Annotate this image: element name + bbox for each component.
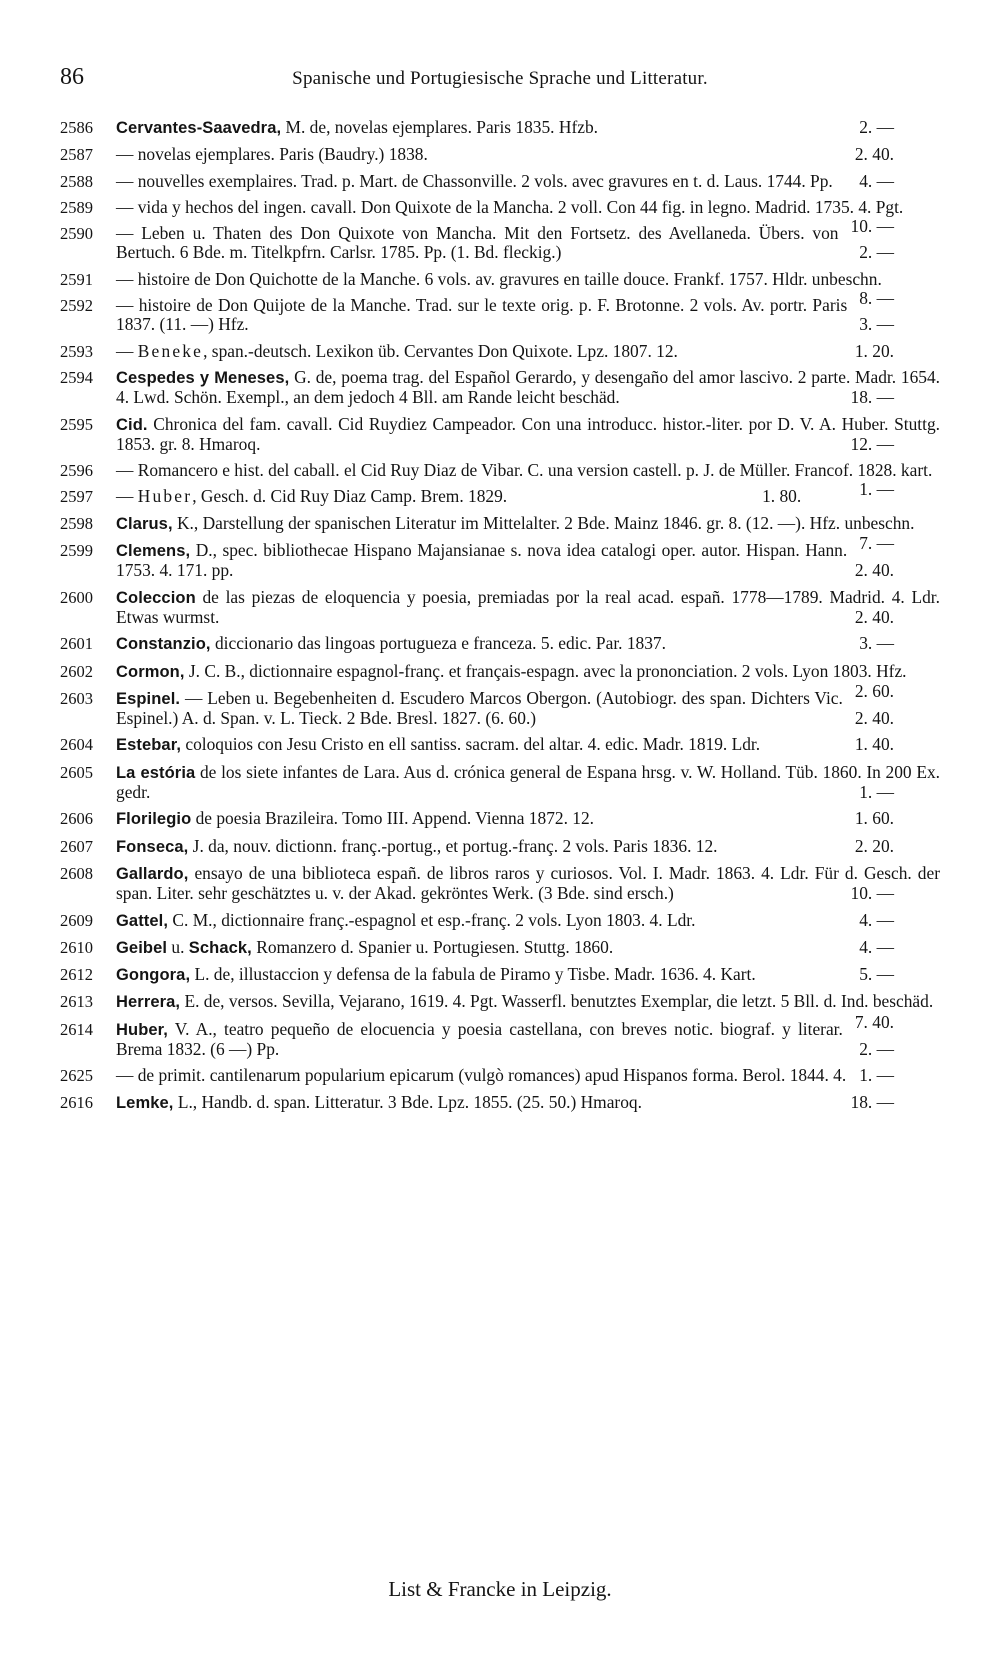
catalogue-entry (60, 965, 940, 985)
catalogue-entry (60, 224, 940, 263)
entry-number: 2608 (60, 863, 93, 883)
entry-description-secondary: Romanzero d. Spanier u. Portugiesen. Stuttg. 1860. (251, 936, 614, 957)
entry-description: , Gesch. d. Cid Ruy Diaz Camp. Brem. 1829. (192, 486, 508, 507)
entry-description: L. de, illustaccion y defensa de la fabula de Piramo y Tisbe. Madr. 1636. 4. Kart. (190, 964, 756, 985)
entry-description: G. de, poema trag. del Español Gerardo, y desengaño del amor lascivo. 2 parte. Madr. 1654. 4. Lwd. Schön. Exempl., an dem jedoch 4 Bll. am Rande leicht beschäd. (116, 366, 940, 408)
entry-text (116, 1093, 940, 1113)
entry-number: 2591 (60, 269, 93, 289)
entry-price: 10. — (850, 883, 894, 904)
entry-text (116, 415, 940, 455)
entry-description: J. da, nouv. dictionn. franç.-portug., et portug.-franç. 2 vols. Paris 1836. 12. (188, 835, 718, 856)
entry-number: 2597 (60, 487, 93, 507)
entry-description: L., Handb. d. span. Litteratur. 3 Bde. Lpz. 1855. (25. 50.) Hmaroq. (173, 1091, 642, 1112)
entry-description: E. de, versos. Sevilla, Vejarano, 1619. 4. Pgt. Wasserfl. benutztes Exemplar, die letzt. 5 Bll. d. Ind. beschäd. (180, 991, 934, 1012)
catalogue-entry (60, 118, 940, 138)
entry-number: 2610 (60, 937, 93, 957)
entry-description: — nouvelles exemplaires. Trad. p. Mart. de Chassonville. 2 vols. avec gravures en t. d. Laus. 1744. Pp. (116, 170, 833, 191)
catalogue-entry (60, 368, 940, 408)
entry-price: 2. 40. (854, 560, 894, 581)
entry-description: de las piezas de eloquencia y poesia, premiadas por la real acad. españ. 1778—1789. Madrid. 4. Ldr. Etwas wurmst. (116, 586, 940, 627)
entry-text (116, 1020, 940, 1060)
entry-text (116, 342, 940, 361)
entry-number: 2595 (60, 414, 93, 434)
entry-heading: Cervantes-Saavedra, (116, 119, 282, 137)
entry-heading: Cormon, (116, 662, 185, 681)
entry-price: 4. — (859, 909, 894, 930)
entry-price: 5. — (859, 964, 894, 985)
entry-heading: Coleccion (116, 588, 196, 607)
entry-number: 2602 (60, 661, 93, 681)
entry-author-spaced: Huber (137, 486, 193, 507)
entry-text (116, 735, 940, 755)
catalogue-entry (60, 296, 940, 335)
entry-text (116, 172, 940, 191)
entry-heading: Geibel (116, 938, 168, 957)
entry-description: C. M., dictionnaire franç.-espagnol et esp.-franç. 2 vols. Lyon 1803. 4. Ldr. (168, 909, 696, 930)
catalogue-entries (60, 118, 940, 1120)
entry-text (116, 864, 940, 904)
entry-price: 1. 40. (854, 734, 894, 755)
catalogue-entry (60, 588, 940, 628)
entry-price: 18. — (850, 1091, 894, 1112)
entry-text (116, 541, 940, 581)
entry-number: 2588 (60, 171, 93, 191)
entry-heading: Gattel, (116, 911, 169, 930)
catalogue-entry (60, 864, 940, 904)
entry-price: 1. 60. (854, 808, 894, 829)
catalogue-entry (60, 172, 940, 191)
entry-author-spaced: Beneke (137, 340, 204, 361)
entry-price: 1. 20. (854, 340, 894, 361)
entry-heading: Estebar, (116, 736, 182, 755)
page-number: 86 (60, 64, 84, 90)
entry-heading: Cid. (116, 415, 148, 434)
entry-description: V. A., teatro pequeño de elocuencia y poesia castellana, con breves notic. biograf. y literar. Brema 1832. (6 —) Pp. (116, 1018, 843, 1059)
entry-text (116, 145, 940, 164)
entry-number: 2609 (60, 910, 93, 930)
entry-price: 3. — (859, 633, 894, 654)
entry-description: — de primit. cantilenarum popularium epicarum (vulgò romances) apud Hispanos forma. Berol. 1844. 4. (116, 1065, 847, 1086)
catalogue-entry (60, 487, 940, 506)
entry-text (116, 837, 940, 857)
entry-text (116, 118, 940, 138)
entry-description: , span.-deutsch. Lexikon üb. Cervantes Don Quixote. Lpz. 1807. 12. (203, 340, 678, 361)
entry-price: 7. 40. (854, 1011, 894, 1032)
entry-number: 2592 (60, 296, 93, 316)
catalogue-entry (60, 634, 940, 654)
publisher-imprint: List & Francke in Leipzig. (388, 1577, 612, 1601)
entry-description: de los siete infantes de Lara. Aus d. crónica general de Espana hrsg. v. W. Holland. Tüb. 1860. In 200 Ex. gedr. (116, 761, 940, 803)
catalogue-entry (60, 415, 940, 455)
entry-number: 2596 (60, 461, 93, 481)
entry-price: 1. 80. (762, 486, 802, 507)
entry-heading: Clemens, (116, 542, 191, 561)
entry-description: D., spec. bibliothecae Hispano Majansianae s. nova idea catalogi oper. autor. Hispan. Hann. 1753. 4. 171. pp. (116, 540, 848, 581)
entry-number: 2603 (60, 688, 93, 708)
entry-description: diccionario das lingoas portugueza e franceza. 5. edic. Par. 1837. (210, 633, 666, 654)
entry-price: 10. — (850, 216, 894, 237)
entry-price: 1. — (859, 782, 894, 803)
entry-description: ensayo de una biblioteca españ. de libros raros y curiosos. Vol. I. Madr. 1863. 4. Ldr. Für d. Gesch. der span. Liter. sehr geschätztes u. v. der Akad. gekröntes Werk. (3 Bde. sind ersch.) (116, 862, 940, 904)
entry-number: 2589 (60, 197, 93, 217)
entry-text (116, 296, 940, 335)
entry-number: 2605 (60, 762, 93, 782)
entry-text (116, 196, 940, 237)
entry-text (116, 965, 940, 985)
entry-description: M. de, novelas ejemplares. Paris 1835. Hfzb. (281, 117, 598, 137)
entry-description: J. C. B., dictionnaire espagnol-franç. et français-espagn. avec la prononciation. 2 vols. Lyon 1803. Hfz. (184, 660, 907, 681)
entry-number: 2598 (60, 513, 93, 533)
entry-price: 2. 40. (854, 144, 894, 165)
entry-dash: — (116, 340, 138, 361)
catalogue-entry (60, 342, 940, 361)
entry-price: 3. — (859, 314, 894, 335)
entry-description: u. (167, 936, 189, 957)
catalogue-entry (60, 541, 940, 581)
catalogue-entry (60, 145, 940, 164)
entry-price: 2. 20. (854, 835, 894, 856)
entry-number: 2599 (60, 541, 93, 561)
entry-text (116, 938, 940, 958)
entry-price: 2. — (859, 242, 894, 263)
entry-number: 2614 (60, 1019, 93, 1039)
entry-heading-secondary: Schack, (188, 938, 252, 957)
entry-number: 2613 (60, 992, 93, 1012)
entry-price: 7. — (859, 533, 894, 554)
entry-text (116, 911, 940, 931)
entry-description: — histoire de Don Quichotte de la Manche. 6 vols. av. gravures en taille douce. Frankf. 1757. Hldr. unbeschn. (116, 268, 882, 289)
entry-description: K., Darstellung der spanischen Literatur im Mittelalter. 2 Bde. Mainz 1846. gr. 8. (12. —). Hfz. unbeschn. (172, 512, 915, 533)
entry-price: 2. — (859, 1038, 894, 1059)
entry-description: coloquios con Jesu Cristo en ell santiss. sacram. del altar. 4. edic. Madr. 1819. Ldr. (181, 734, 761, 755)
entry-number: 2586 (60, 118, 93, 137)
entry-text (116, 809, 940, 829)
entry-heading: Fonseca, (116, 837, 189, 856)
catalogue-entry (60, 735, 940, 755)
entry-text (116, 763, 940, 803)
entry-heading: Constanzio, (116, 635, 211, 654)
entry-number: 2625 (60, 1066, 93, 1086)
entry-price: 2. 40. (854, 708, 894, 729)
entry-price: 2. 60. (854, 680, 894, 701)
entry-number: 2594 (60, 367, 93, 387)
entry-price: 12. — (850, 433, 894, 454)
entry-text (116, 268, 940, 309)
entry-number: 2607 (60, 836, 93, 856)
entry-heading: Huber, (116, 1020, 168, 1039)
entry-number: 2612 (60, 965, 93, 985)
entry-price: 4. — (859, 936, 894, 957)
entry-price: 1. — (859, 479, 894, 500)
running-title: Spanische und Portugiesische Sprache und Litteratur. (292, 68, 708, 89)
entry-number: 2600 (60, 587, 93, 607)
entry-number: 2616 (60, 1092, 93, 1112)
entry-number: 2587 (60, 145, 93, 165)
entry-description: de poesia Brazileira. Tomo III. Append. Vienna 1872. 12. (191, 808, 595, 829)
entry-text (116, 487, 940, 506)
entry-heading: Gongora, (116, 966, 191, 985)
entry-text (116, 224, 940, 263)
catalogue-entry (60, 689, 940, 729)
entry-description: — Romancero e hist. del caball. el Cid Ruy Diaz de Vibar. C. una version castell. p. J. de Müller. Francof. 1828. kart. (116, 460, 933, 481)
entry-heading: Lemke, (116, 1093, 174, 1112)
entry-description: — novelas ejemplares. Paris (Baudry.) 1838. (116, 144, 428, 165)
catalogue-entry (60, 911, 940, 931)
entry-heading: Espinel. (116, 689, 181, 708)
entry-description: Chronica del fam. cavall. Cid Ruydiez Campeador. Con una introducc. histor.-liter. por D. V. A. Huber. Stuttg. 1853. gr. 8. Hmaroq. (116, 413, 940, 454)
entry-text (116, 368, 940, 408)
entry-text (116, 689, 940, 729)
entry-description: — vida y hechos del ingen. cavall. Don Quixote de la Mancha. 2 voll. Con 44 fig. in legno. Madrid. 1735. 4. Pgt. (116, 196, 904, 217)
entry-price: 1. — (859, 1065, 894, 1086)
entry-number: 2590 (60, 224, 93, 244)
entry-heading: Florilegio (116, 810, 192, 829)
entry-price: 2. — (859, 117, 894, 137)
catalogue-entry (60, 1066, 940, 1085)
entry-heading: Cespedes y Meneses, (116, 368, 290, 387)
page-header (60, 64, 940, 98)
entry-description: — Leben u. Thaten des Don Quixote von Mancha. Mit den Fortsetz. des Avellaneda. Übers. von Bertuch. 6 Bde. m. Titelkpfrn. Carlsr. 1785. Pp. (1. Bd. fleckig.) (116, 223, 839, 263)
entry-heading: Herrera, (116, 993, 181, 1012)
entry-description: — Leben u. Begebenheiten d. Escudero Marcos Obergon. (Autobiogr. des span. Dichters Vic. Espinel.) A. d. Span. v. L. Tieck. 2 Bde. Bresl. 1827. (6. 60.) (116, 687, 843, 729)
catalogue-entry (60, 1093, 940, 1113)
entry-dash: — (116, 486, 138, 507)
catalogue-entry (60, 809, 940, 829)
entry-number: 2606 (60, 809, 93, 829)
entry-text (116, 634, 940, 654)
entry-text (116, 588, 940, 628)
catalogue-entry (60, 938, 940, 958)
entry-description: — histoire de Don Quijote de la Manche. Trad. sur le texte orig. p. F. Brotonne. 2 vols. Av. portr. Paris 1837. (11. —) Hfz. (116, 295, 848, 335)
entry-number: 2604 (60, 735, 93, 755)
entry-text (116, 1066, 940, 1085)
entry-number: 2601 (60, 634, 93, 654)
entry-heading: Clarus, (116, 514, 173, 533)
entry-number: 2593 (60, 341, 93, 361)
entry-heading: La estória (116, 763, 196, 782)
entry-price: 4. — (859, 170, 894, 191)
entry-price: 8. — (859, 288, 894, 309)
catalogue-entry (60, 837, 940, 857)
entry-price: 18. — (850, 387, 894, 408)
catalogue-entry (60, 763, 940, 803)
catalogue-entry (60, 1020, 940, 1060)
entry-heading: Gallardo, (116, 864, 189, 883)
entry-price: 2. 40. (854, 606, 894, 627)
